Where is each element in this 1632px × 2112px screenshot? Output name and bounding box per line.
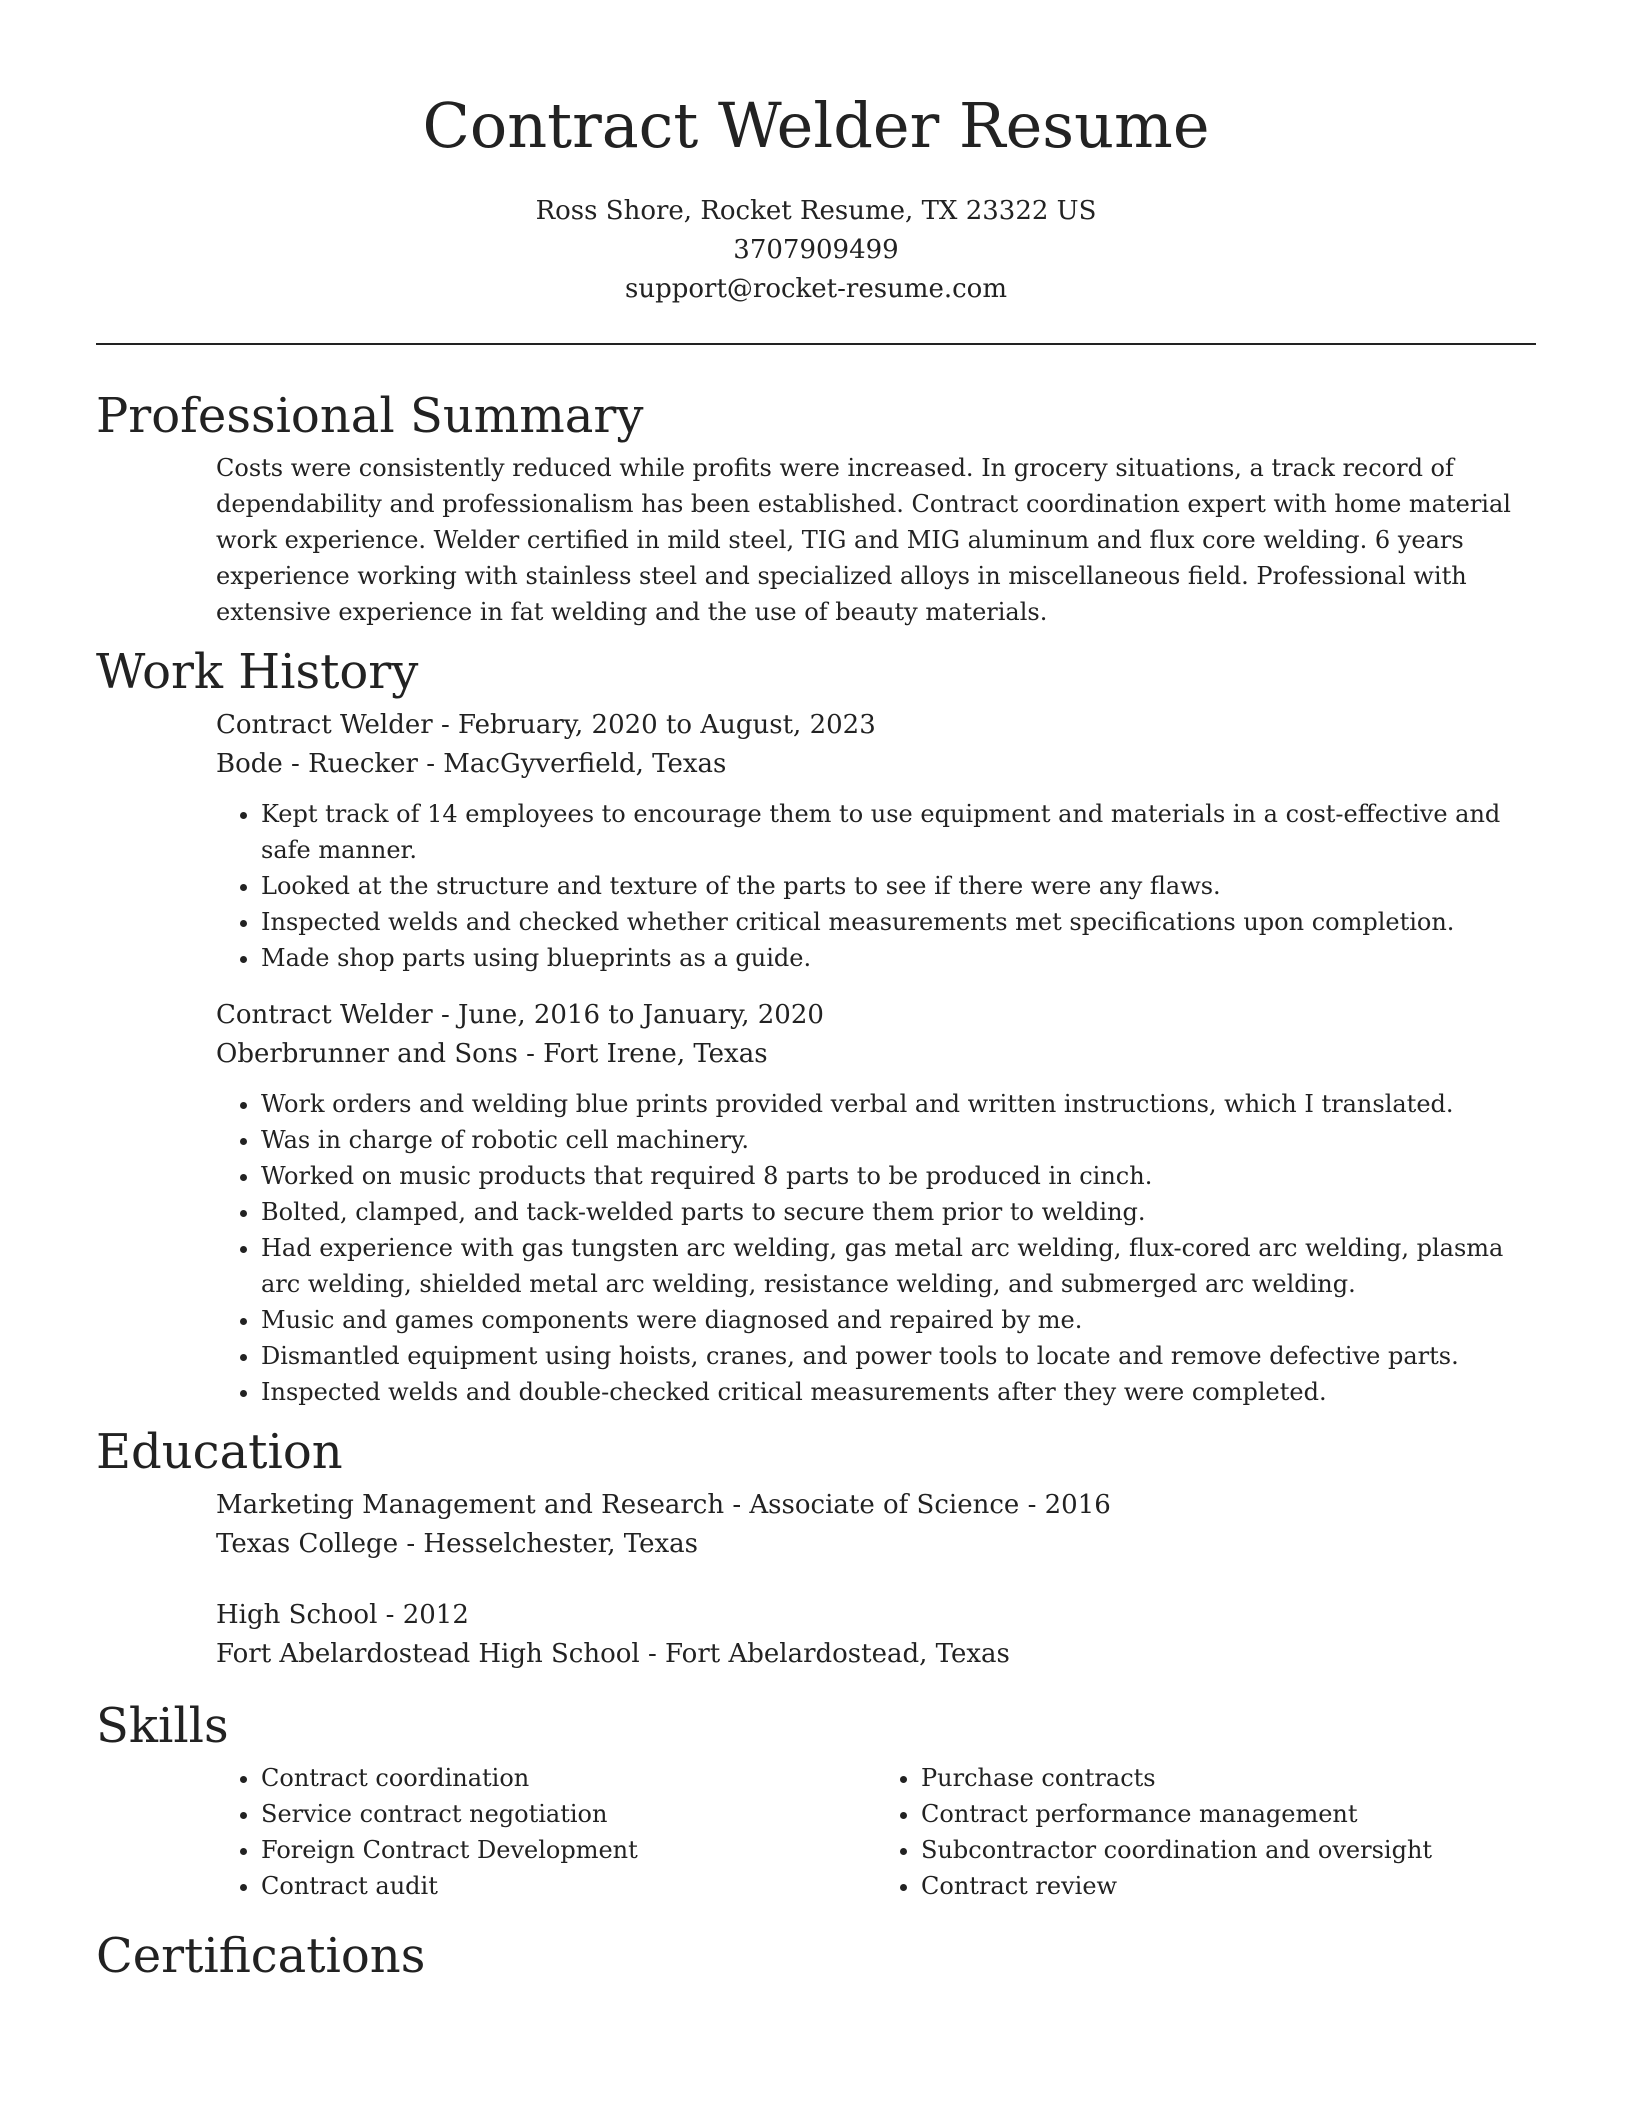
skill-item: • Contract audit [261, 1868, 876, 1904]
contact-address: Ross Shore, Rocket Resume, TX 23322 US [535, 196, 1097, 226]
job-duty: • Inspected welds and double-checked critical measurements after they were completed. [261, 1374, 1536, 1410]
education-heading: Education [96, 1424, 343, 1480]
degree-line: High School - 2012 [216, 1600, 469, 1630]
job-title-line: Contract Welder - June, 2016 to January, 2020 [216, 1000, 824, 1030]
work-history-heading: Work History [96, 644, 419, 700]
education-section [96, 1422, 1536, 1674]
job-entry [216, 706, 1536, 976]
degree-line: Marketing Management and Research - Associate of Science - 2016 [216, 1490, 1111, 1520]
certifications-heading: Certifications [96, 1928, 426, 1984]
job-duties [216, 796, 1536, 976]
summary-text: Costs were consistently reduced while profits were increased. In grocery situations, a track record of dependability and professionalism has been established. Contract coordination expert with home material work experience. Welder certified in mild steel, TIG and MIG aluminum and flux core welding. 6 years experience working with stainless steel and specialized alloys in miscellaneous field. Professional with extensive experience in fat welding and the use of beauty materials. [216, 454, 1511, 626]
job-duty: • Worked on music products that required 8 parts to be produced in cinch. [261, 1158, 1536, 1194]
certifications-section [96, 1926, 1536, 1986]
job-duty: • Inspected welds and checked whether critical measurements met specifications upon completion. [261, 904, 1536, 940]
job-duty: • Was in charge of robotic cell machinery. [261, 1122, 1536, 1158]
skill-item: • Contract performance management [921, 1796, 1536, 1832]
skill-item: • Subcontractor coordination and oversight [921, 1832, 1536, 1868]
job-duties [216, 1086, 1536, 1410]
education-entry [216, 1486, 1536, 1564]
skill-item: • Foreign Contract Development [261, 1832, 876, 1868]
skills-section [96, 1696, 1536, 1904]
resume-title: Contract Welder Resume [422, 89, 1210, 162]
job-entry [216, 996, 1536, 1410]
summary-section [96, 386, 1536, 630]
contact-email: support@rocket-resume.com [624, 274, 1007, 304]
summary-heading: Professional Summary [96, 388, 644, 444]
job-title-line: Contract Welder - February, 2020 to August, 2023 [216, 710, 876, 740]
job-duty: • Dismantled equipment using hoists, cranes, and power tools to locate and remove defective parts. [261, 1338, 1536, 1374]
school-line: Texas College - Hesselchester, Texas [216, 1529, 699, 1559]
job-duty: • Had experience with gas tungsten arc welding, gas metal arc welding, flux-cored arc welding, plasma arc welding, shielded metal arc welding, resistance welding, and submerged arc welding. [261, 1230, 1536, 1302]
education-entry [216, 1596, 1536, 1674]
job-duty: • Kept track of 14 employees to encourage them to use equipment and materials in a cost-effective and safe manner. [261, 796, 1536, 868]
job-company-line: Oberbrunner and Sons - Fort Irene, Texas [216, 1039, 768, 1069]
skill-item: • Purchase contracts [921, 1760, 1536, 1796]
work-history-section [96, 642, 1536, 1410]
contact-phone: 3707909499 [733, 235, 899, 265]
skills-heading: Skills [96, 1698, 229, 1754]
skill-item: • Contract coordination [261, 1760, 876, 1796]
job-duty: • Looked at the structure and texture of the parts to see if there were any flaws. [261, 868, 1536, 904]
job-duty: • Bolted, clamped, and tack-welded parts to secure them prior to welding. [261, 1194, 1536, 1230]
job-duty: • Made shop parts using blueprints as a guide. [261, 940, 1536, 976]
skills-column-right [876, 1760, 1536, 1904]
job-company-line: Bode - Ruecker - MacGyverfield, Texas [216, 749, 727, 779]
skills-column-left [216, 1760, 876, 1904]
skill-item: • Service contract negotiation [261, 1796, 876, 1832]
contact-block [96, 192, 1536, 309]
resume-page [96, 0, 1536, 1986]
job-duty: • Work orders and welding blue prints provided verbal and written instructions, which I translated. [261, 1086, 1536, 1122]
skills-grid [216, 1760, 1536, 1904]
school-line: Fort Abelardostead High School - Fort Abelardostead, Texas [216, 1639, 1010, 1669]
job-duty: • Music and games components were diagnosed and repaired by me. [261, 1302, 1536, 1338]
header-divider [96, 343, 1536, 345]
skill-item: • Contract review [921, 1868, 1536, 1904]
